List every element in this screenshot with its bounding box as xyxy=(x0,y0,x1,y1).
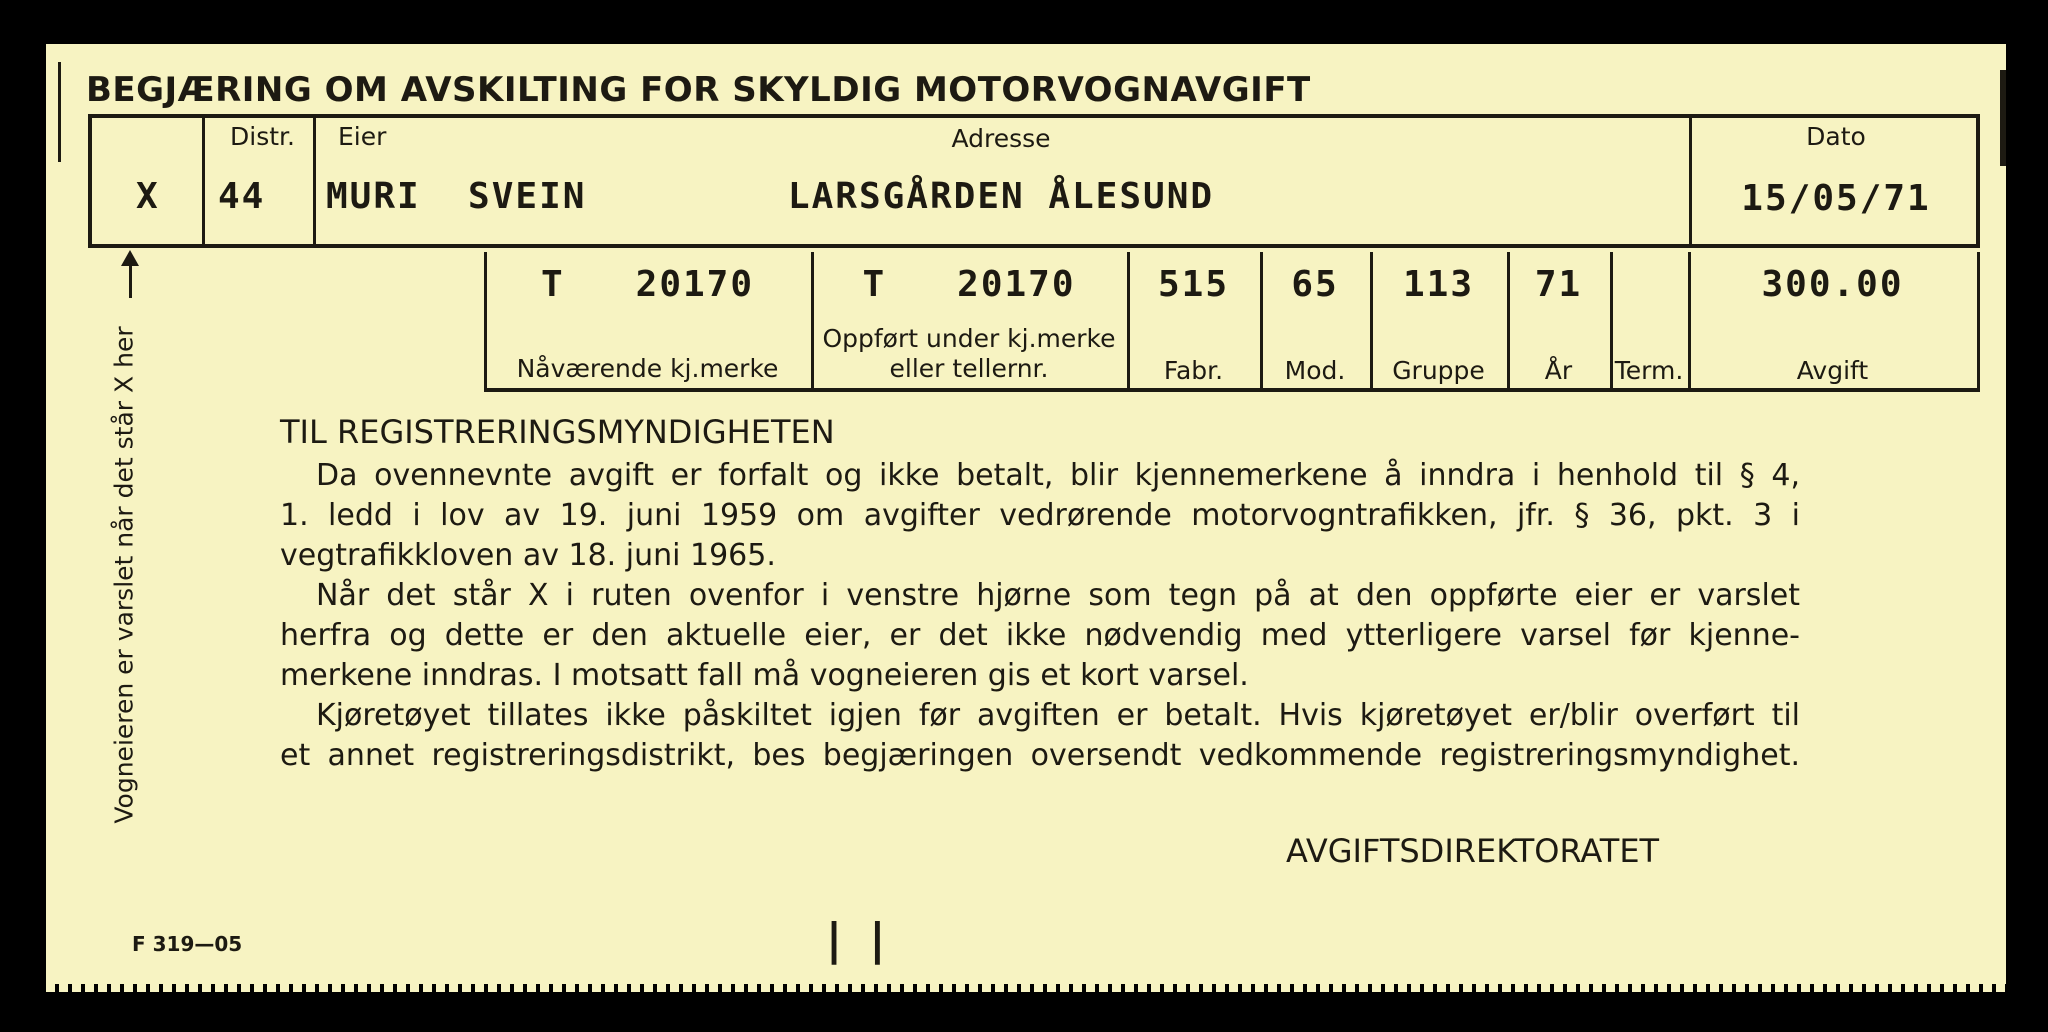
body-heading: TIL REGISTRERINGSMYNDIGHETEN xyxy=(280,413,835,451)
vehicle-table xyxy=(484,252,1980,392)
current-plate-label: Nåværende kj.merke xyxy=(516,354,779,383)
p3-line-1: Kjøretøyet tillates ikke påskiltet igjen før avgiften er betalt. Hvis kjøretøyet er/blir overført til xyxy=(316,698,1800,733)
form-number: F 319—05 xyxy=(132,932,243,956)
registered-plate-label-1: Oppført under kj.merke xyxy=(822,324,1116,353)
page-mark: | | xyxy=(826,914,892,965)
ar-value: 71 xyxy=(1534,264,1583,305)
p1-line-1: Da ovennevnte avgift er forfalt og ikke betalt, blir kjennemerkene å inndra i henhold til § 4, xyxy=(316,458,1800,493)
mod-label: Mod. xyxy=(1284,356,1346,385)
fabr-label: Fabr. xyxy=(1163,356,1224,385)
owner-address: LARSGÅRDEN ÅLESUND xyxy=(787,176,1215,217)
signer: AVGIFTSDIREKTORATET xyxy=(1286,832,1660,870)
avgift-label: Avgift xyxy=(1796,356,1869,385)
ar-label: År xyxy=(1544,356,1573,385)
term-label: Term. xyxy=(1614,356,1684,385)
header-eier: Eier xyxy=(338,122,387,151)
p3-line-2: et annet registreringsdistrikt, bes begjæringen oversendt vedkommende registreringsmyndighet. xyxy=(280,738,1800,773)
owner-name: MURI SVEIN xyxy=(326,176,587,217)
left-edge-mark xyxy=(58,62,61,162)
owner-table xyxy=(88,114,1980,248)
registered-plate-value: T 20170 xyxy=(862,264,1076,305)
form-title: BEGJÆRING OM AVSKILTING FOR SKYLDIG MOTORVOGNAVGIFT xyxy=(86,70,1311,110)
fabr-value: 515 xyxy=(1157,264,1230,305)
side-note: Vogneieren er varslet når det står X her xyxy=(109,326,139,824)
side-note-wrap xyxy=(104,300,144,850)
p2-line-1: Når det står X i ruten ovenfor i venstre hjørne som tegn på at den oppførte eier er varslet xyxy=(316,578,1800,613)
gruppe-label: Gruppe xyxy=(1392,356,1485,385)
p2-line-2: herfra og dette er den aktuelle eier, er det ikke nødvendig med ytterligere varsel før kjenne- xyxy=(280,618,1800,653)
mod-value: 65 xyxy=(1291,264,1339,305)
p1-line-2: 1. ledd i lov av 19. juni 1959 om avgifter vedrørende motorvogntrafikken, jfr. § 36, pkt. 3 i xyxy=(280,498,1800,533)
date-value: 15/05/71 xyxy=(1741,178,1931,219)
header-distr: Distr. xyxy=(230,122,295,151)
p1-line-3: vegtrafikkloven av 18. juni 1965. xyxy=(280,538,776,573)
perforated-edge xyxy=(46,984,2006,992)
header-adresse: Adresse xyxy=(951,124,1051,153)
arrow-shaft xyxy=(129,262,132,298)
body-text xyxy=(280,412,1800,776)
avgift-value: 300.00 xyxy=(1761,264,1904,305)
distr-value: 44 xyxy=(218,176,266,217)
right-edge-mark xyxy=(2000,70,2006,166)
registered-plate-label-2: eller tellernr. xyxy=(889,354,1049,383)
gruppe-value: 113 xyxy=(1402,264,1475,305)
varslet-x-mark: X xyxy=(136,176,160,217)
current-plate-value: T 20170 xyxy=(540,264,755,305)
p2-line-3: merkene inndras. I motsatt fall må vogneieren gis et kort varsel. xyxy=(280,658,1249,693)
header-dato: Dato xyxy=(1806,122,1866,151)
